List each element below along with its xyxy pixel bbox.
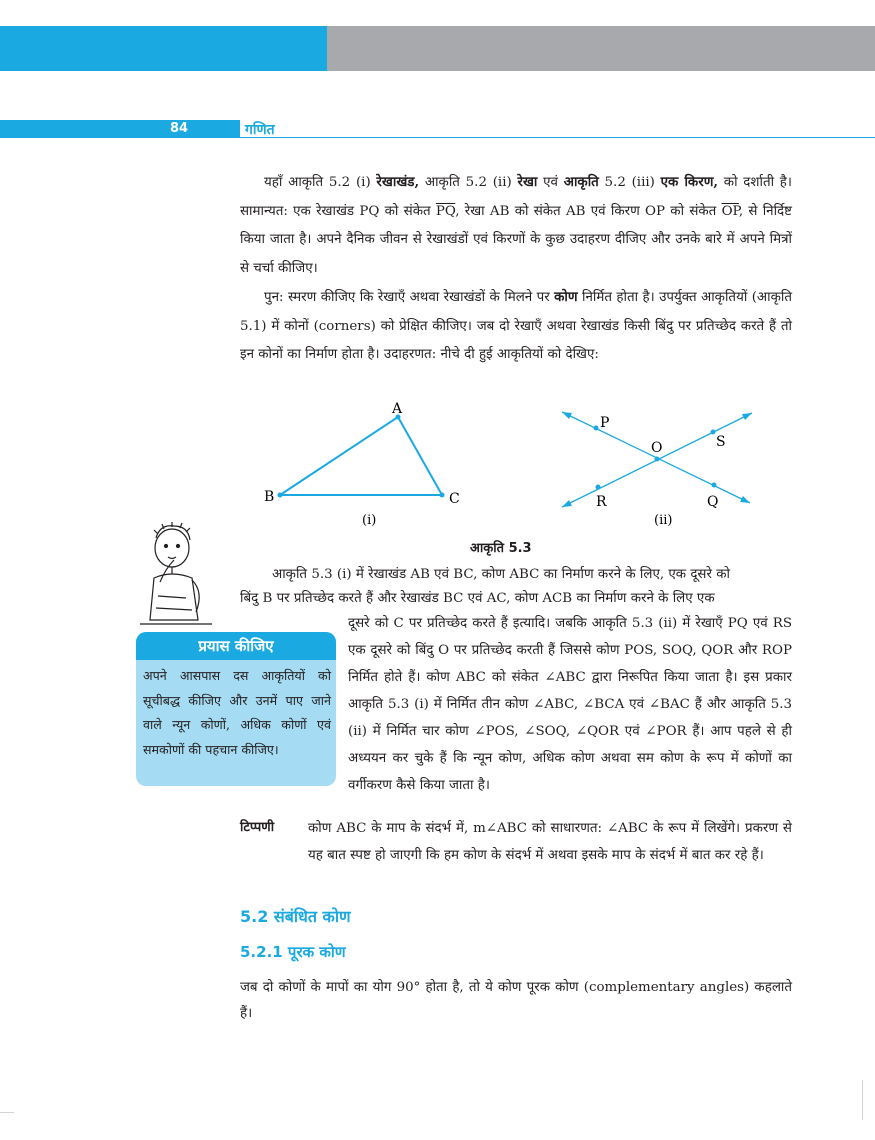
page-number-bar [0, 120, 240, 138]
text-run: , रेखा AB को संकेत [455, 203, 566, 219]
sub-label-ii: (ii) [654, 513, 673, 528]
triangle-figure [264, 401, 460, 528]
intersecting-lines-figure [562, 412, 752, 528]
text-run: आकृति 5.2 (ii) [419, 175, 518, 190]
subject-title: गणित [245, 122, 275, 138]
thinking-child-illustration [136, 520, 216, 628]
corner-mark [862, 1080, 863, 1120]
body-paragraph-rest: दूसरे को C पर प्रतिच्छेद करते हैं इत्यादि। जबकि आकृति 5.3 (ii) में रेखाएँ PQ एवं RS एक दूसरे को बिंदु O पर प्रतिच्छेद करती हैं जिससे कोण POS, SOQ, QOR और ROP निर्मित होते हैं। कोण ABC को संकेत ∠ABC द्वारा निरूपित किया जाता है। इस प्रकार आकृति 5.3 (i) में निर्मित तीन कोण ∠ABC, ∠BCA एवं ∠BAC हैं और आकृति 5.3 (ii) में निर्मित चार कोण ∠POS, ∠SOQ, ∠QOR एवं ∠POR हैं। आप पहले से ही अध्ययन कर चुके हैं कि न्यून कोण, अधिक कोण अथवा सम कोण के रूप में कोणों का वर्गीकरण कैसे किया जाता है। [348, 616, 792, 793]
section-text: जब दो कोणों के मापों का योग 90° होता है, तो ये कोण पूरक कोण (complementary angles) कहलाते हैं। [240, 980, 792, 1021]
figure-5-3 [240, 395, 770, 535]
text-run: यहाँ आकृति 5.2 (i) [264, 175, 377, 190]
bold-term: आकृति [563, 174, 599, 190]
bold-term: एक किरण, [660, 174, 719, 190]
text-run: एवं किरण OP को संकेत [585, 203, 722, 219]
body-line-2: बिंदु B पर प्रतिच्छेद करते हैं और रेखाखंड BC एवं AC, कोण ACB का निर्माण करने के लिए एक [240, 591, 715, 606]
page-number: 84 [170, 121, 189, 136]
text-run: को दर्शाती है। सामान्यत: एक रेखाखंड PQ को संकेत [240, 175, 792, 219]
body-line-1: आकृति 5.3 (i) में रेखाखंड AB एवं BC, कोण ABC का निर्माण करने के लिए, एक दूसरे को [272, 567, 730, 582]
vertex-label-b: B [264, 489, 275, 505]
bold-term: कोण [554, 289, 578, 305]
header-rule [240, 137, 875, 138]
text-run: , से निर्दिष्ट किया जाता है। अपने दैनिक जीवन से रेखाखंडों एवं किरणों के कुछ उदाहरण दीजिए और उनके बारे में अपने मित्रों से चर्चा कीजिए। [240, 203, 792, 276]
text-run: पुन: स्मरण कीजिए कि रेखाएँ अथवा रेखाखंडों के मिलने पर [264, 290, 555, 305]
intro-paragraph-2 [240, 283, 792, 370]
intro-paragraph-1 [240, 168, 792, 283]
point-label-s: S [716, 434, 726, 450]
point-label-p: P [600, 415, 610, 431]
text-run: 5.2 (iii) [598, 175, 661, 190]
vertex-label-a: A [392, 401, 403, 417]
figure-caption: आकृति 5.3 [470, 541, 532, 556]
corner-mark [0, 1112, 14, 1113]
sub-label-i: (i) [362, 513, 377, 528]
bold-term: रेखा [517, 174, 538, 190]
line-symbol: AB [565, 203, 586, 219]
vertex-label-c: C [449, 491, 460, 507]
segment-symbol: $\overline{PQ}$ [435, 203, 456, 219]
point-label-r: R [596, 494, 607, 510]
point-label-o: O [651, 440, 663, 456]
try-box-text: अपने आसपास दस आकृतियों को सूचीबद्ध कीजिए और उनमें पाए जाने वाले न्यून कोणों, अधिक कोणों एवं समकोणों की पहचान कीजिए। [143, 668, 331, 757]
text-run: निर्मित होता है। उपर्युक्त आकृतियों (आकृति 5.1) में कोनों (corners) को प्रेक्षित कीजिए। जब दो रेखाएँ अथवा रेखाखंड किसी बिंदु पर प्रतिच्छेद करते हैं तो इन कोनों का निर्माण होता है। उदाहरणत: नीचे दी हुई आकृतियों को देखिए: [240, 290, 792, 362]
section-title: 5.2 संबंधित कोण [240, 907, 351, 926]
ray-symbol: $\overline{OP}$ [721, 203, 739, 219]
try-box-title: प्रयास कीजिए [136, 632, 336, 660]
subsection-title: 5.2.1 पूरक कोण [240, 943, 346, 961]
note-label: टिप्पणी [240, 820, 275, 835]
header-gray-bar [327, 26, 875, 71]
text-run: एवं [537, 175, 564, 190]
point-label-q: Q [707, 494, 719, 510]
bold-term: रेखाखंड, [376, 174, 420, 190]
header-accent-bar [0, 26, 327, 71]
note-text: कोण ABC के माप के संदर्भ में, m∠ABC को साधारणत: ∠ABC के रूप में लिखेंगे। प्रकरण से यह बात स्पष्ट हो जाएगी कि हम कोण के संदर्भ में अथवा इसके माप के संदर्भ में बात कर रहे हैं। [308, 821, 792, 863]
